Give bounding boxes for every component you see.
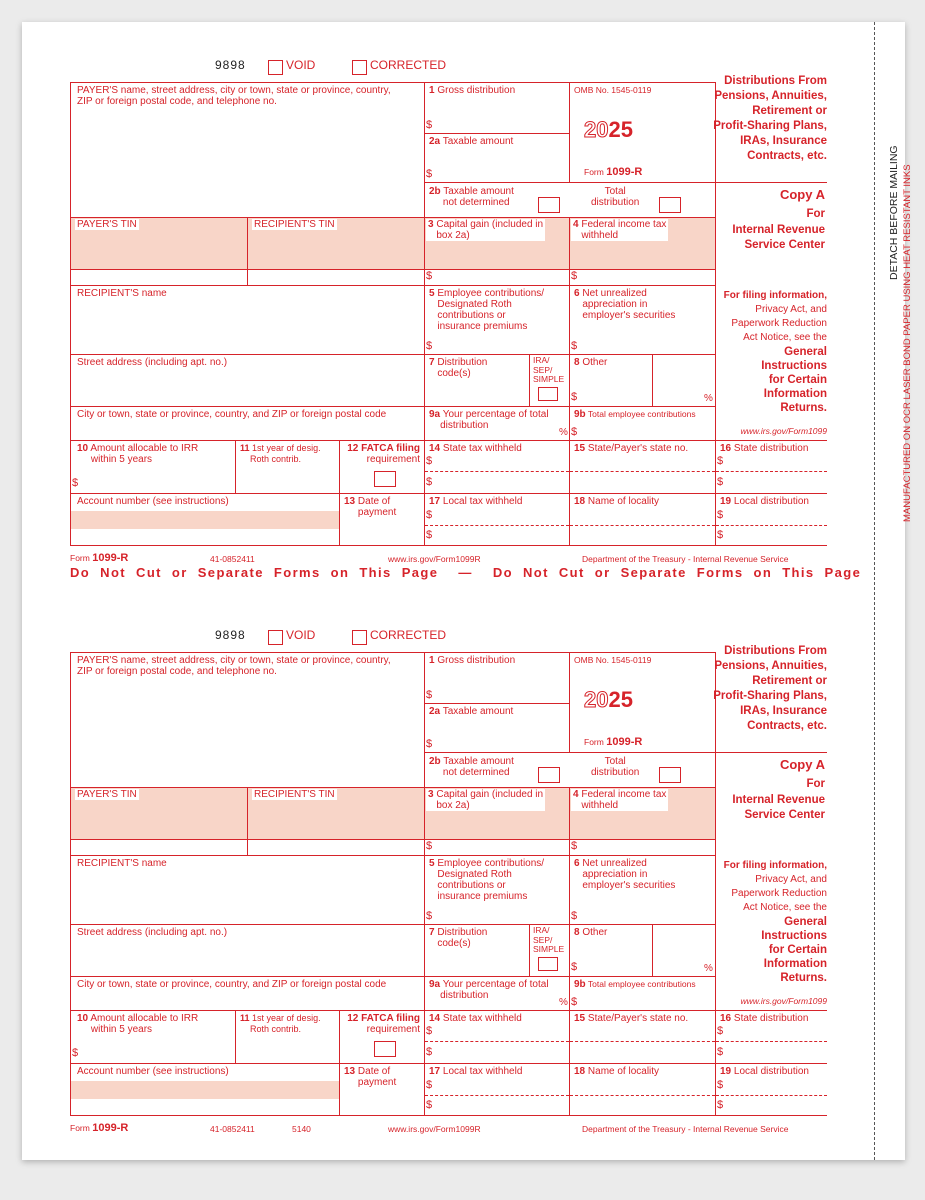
recipient-name-field[interactable] — [70, 855, 425, 925]
form-title: Distributions From Pensions, Annuities, Retirement or Profit-Sharing Plans, IRAs, Insurance Contracts, etc. — [713, 645, 827, 732]
footer-url: www.irs.gov/Form1099R — [388, 1124, 481, 1134]
box2a-label: Taxable amount — [442, 136, 514, 147]
form-code: 9898 — [215, 628, 246, 642]
irs-center-label: Internal Revenue Service Center — [732, 794, 825, 821]
box4-federal-tax-withheld[interactable]: 4 Federal income tax withheld $ — [569, 787, 716, 856]
fatca-checkbox[interactable] — [374, 1041, 396, 1057]
taxable-not-determined-checkbox[interactable] — [538, 767, 560, 783]
dollar-sign: $ — [717, 1099, 724, 1111]
recipient-tin-field[interactable] — [247, 787, 425, 856]
payer-info-field[interactable] — [70, 82, 425, 218]
dollar-sign: $ — [426, 119, 433, 131]
box13-date-of-payment[interactable]: 13 Date of payment — [339, 493, 425, 546]
percent-sign: % — [704, 393, 713, 404]
city-label: City or town, state or province, country, and ZIP or foreign postal code — [77, 979, 387, 990]
box1-label: Gross distribution — [437, 655, 516, 666]
dollar-sign: $ — [717, 1025, 724, 1037]
side-text-detach: DETACH BEFORE MAILING — [888, 145, 900, 280]
dollar-sign: $ — [571, 910, 578, 922]
footer-url: www.irs.gov/Form1099R — [388, 554, 481, 564]
box9b-total-employee-contributions[interactable]: 9b Total employee contributions $ — [569, 406, 716, 441]
box18-name-of-locality[interactable]: 18 Name of locality — [569, 1063, 716, 1116]
omb-year-block — [569, 652, 716, 753]
dollar-sign: $ — [426, 1099, 433, 1111]
footer-ein: 41-0852411 — [210, 1124, 255, 1134]
dollar-sign: $ — [717, 476, 724, 488]
box10-amount-allocable-irr[interactable]: 10 Amount allocable to IRR within 5 years $ — [70, 1010, 236, 1064]
filing-info-text: For filing information, Privacy Act, and Paperwork Reduction Act Notice, see the General Instructions for Certain Information Returns. — [723, 860, 827, 984]
box3-capital-gain[interactable]: 3 Capital gain (included in box 2a) $ — [424, 217, 570, 286]
dollar-sign: $ — [72, 1047, 79, 1059]
percent-sign: % — [559, 427, 568, 438]
box6-net-unrealized-appreciation[interactable]: 6 Net unrealized appreciation in employer's securities $ — [569, 855, 716, 925]
irs-url-small: www.irs.gov/Form1099 — [740, 996, 827, 1006]
total-distribution-label: Total distribution — [591, 186, 640, 208]
dollar-sign: $ — [426, 689, 433, 701]
dollar-sign: $ — [426, 455, 433, 467]
dollar-sign: $ — [717, 509, 724, 521]
percent-sign: % — [559, 997, 568, 1008]
box8-other[interactable]: 8 Other $ % — [569, 354, 716, 407]
void-checkbox[interactable] — [268, 60, 283, 75]
dollar-sign: $ — [426, 738, 433, 750]
dollar-sign: $ — [571, 340, 578, 352]
form-sheet — [22, 22, 913, 1160]
dollar-sign: $ — [571, 996, 578, 1008]
recipient-name-label: RECIPIENT'S name — [77, 858, 167, 869]
for-label: For — [806, 208, 825, 220]
omb-year-block — [569, 82, 716, 183]
dollar-sign: $ — [426, 1025, 433, 1037]
dollar-sign: $ — [717, 1079, 724, 1091]
account-number-field[interactable] — [70, 1063, 340, 1116]
dollar-sign: $ — [426, 168, 433, 180]
dollar-sign: $ — [717, 455, 724, 467]
box16-state-distribution[interactable]: 16 State distribution $ $ — [715, 1010, 827, 1064]
payer-tin-field[interactable] — [70, 217, 248, 286]
account-label: Account number (see instructions) — [77, 1066, 229, 1077]
corrected-checkbox[interactable] — [352, 630, 367, 645]
tax-year: 2025 — [584, 117, 633, 142]
box19-local-distribution[interactable]: 19 Local distribution $ $ — [715, 493, 827, 546]
void-label: VOID — [286, 628, 316, 642]
dollar-sign: $ — [426, 910, 433, 922]
irs-url-small: www.irs.gov/Form1099 — [740, 426, 827, 436]
dollar-sign: $ — [571, 961, 578, 973]
box6-net-unrealized-appreciation[interactable]: 6 Net unrealized appreciation in employer's securities $ — [569, 285, 716, 355]
filing-info-text: For filing information, Privacy Act, and Paperwork Reduction Act Notice, see the General Instructions for Certain Information Returns. — [723, 290, 827, 414]
box7-distribution-codes[interactable]: 7 Distribution code(s) IRA/ SEP/ SIMPLE — [424, 924, 570, 977]
payer-tin-label: PAYER'S TIN — [77, 789, 137, 800]
recipient-tin-field[interactable] — [247, 217, 425, 286]
ira-sep-simple-cell: IRA/ SEP/ SIMPLE — [529, 925, 570, 976]
dollar-sign: $ — [426, 509, 433, 521]
box1-label: Gross distribution — [437, 85, 516, 96]
box14-state-tax-withheld[interactable]: 14 State tax withheld $ $ — [424, 440, 570, 494]
dollar-sign: $ — [426, 270, 433, 282]
tax-year: 2025 — [584, 687, 633, 712]
form-1099r-bottom — [70, 622, 827, 1142]
box5-employee-contributions[interactable]: 5 Employee contributions/ Designated Roth contributions or insurance premiums $ — [424, 855, 570, 925]
box2a-taxable-amount[interactable]: 2a Taxable amount $ — [424, 703, 570, 753]
box1-gross-distribution[interactable]: 1 Gross distribution $ — [424, 652, 570, 704]
box13-date-of-payment[interactable]: 13 Date of payment — [339, 1063, 425, 1116]
footer-form-name: Form 1099-R — [70, 552, 129, 564]
dollar-sign: $ — [571, 426, 578, 438]
box16-state-distribution[interactable]: 16 State distribution $ $ — [715, 440, 827, 494]
payer-info-field[interactable] — [70, 652, 425, 788]
box7-distribution-codes[interactable]: 7 Distribution code(s) IRA/ SEP/ SIMPLE — [424, 354, 570, 407]
void-checkbox[interactable] — [268, 630, 283, 645]
void-label: VOID — [286, 58, 316, 72]
box2b-row: 2b Taxable amount not determined Total distribution — [424, 182, 716, 218]
account-number-field[interactable] — [70, 493, 340, 546]
total-distribution-label: Total distribution — [591, 756, 640, 778]
dollar-sign: $ — [426, 529, 433, 541]
recipient-tin-label: RECIPIENT'S TIN — [254, 219, 335, 230]
do-not-cut-notice: Do Not Cut or Separate Forms on This Page — Do Not Cut or Separate Forms on This Page — [70, 565, 862, 580]
dollar-sign: $ — [717, 529, 724, 541]
irs-center-label: Internal Revenue Service Center — [732, 224, 825, 251]
dollar-sign: $ — [426, 476, 433, 488]
box9a-percentage[interactable]: 9a Your percentage of total distribution % — [424, 976, 570, 1011]
box11-first-year-roth[interactable]: 11 1st year of desig. Roth contrib. — [235, 440, 340, 494]
box9a-percentage[interactable]: 9a Your percentage of total distribution % — [424, 406, 570, 441]
street-address-field[interactable] — [70, 924, 425, 977]
street-label: Street address (including apt. no.) — [77, 927, 228, 938]
corrected-checkbox[interactable] — [352, 60, 367, 75]
account-label: Account number (see instructions) — [77, 496, 229, 507]
box2a-taxable-amount[interactable]: 2a Taxable amount $ — [424, 133, 570, 183]
form-1099r-top — [70, 52, 827, 572]
dollar-sign: $ — [717, 1046, 724, 1058]
recipient-tin-label: RECIPIENT'S TIN — [254, 789, 335, 800]
box17-local-tax-withheld[interactable]: 17 Local tax withheld $ $ — [424, 493, 570, 546]
city-label: City or town, state or province, country, and ZIP or foreign postal code — [77, 409, 387, 420]
ira-sep-simple-checkbox[interactable] — [538, 957, 558, 971]
footer-cat-number: 5140 — [292, 1124, 311, 1134]
payer-tin-field[interactable] — [70, 787, 248, 856]
omb-number: OMB No. 1545-0119 — [574, 655, 652, 665]
footer-department: Department of the Treasury - Internal Revenue Service — [582, 1124, 789, 1134]
corrected-label: CORRECTED — [370, 628, 447, 642]
payer-label: PAYER'S name, street address, city or town, state or province, country, ZIP or foreign postal code, and telephone no. — [77, 85, 391, 107]
footer-department: Department of the Treasury - Internal Revenue Service — [582, 554, 789, 564]
box17-local-tax-withheld[interactable]: 17 Local tax withheld $ $ — [424, 1063, 570, 1116]
fatca-checkbox[interactable] — [374, 471, 396, 487]
copy-a-label: Copy A — [779, 757, 825, 772]
box5-employee-contributions[interactable]: 5 Employee contributions/ Designated Roth contributions or insurance premiums $ — [424, 285, 570, 355]
side-text-manufactured: MANUFACTURED ON OCR LASER BOND PAPER USING HEAT RESISTANT INKS — [902, 164, 913, 522]
street-address-field[interactable] — [70, 354, 425, 407]
city-field[interactable] — [70, 976, 425, 1011]
taxable-not-determined-checkbox[interactable] — [538, 197, 560, 213]
percent-sign: % — [704, 963, 713, 974]
box10-amount-allocable-irr[interactable]: 10 Amount allocable to IRR within 5 years $ — [70, 440, 236, 494]
copy-a-label: Copy A — [779, 187, 825, 202]
city-field[interactable] — [70, 406, 425, 441]
form-code: 9898 — [215, 58, 246, 72]
box8-other[interactable]: 8 Other $ % — [569, 924, 716, 977]
street-label: Street address (including apt. no.) — [77, 357, 228, 368]
box11-first-year-roth[interactable]: 11 1st year of desig. Roth contrib. — [235, 1010, 340, 1064]
form-name: Form 1099-R — [584, 166, 643, 178]
perforation-line — [874, 22, 875, 1160]
footer-ein: 41-0852411 — [210, 554, 255, 564]
dollar-sign: $ — [571, 391, 578, 403]
payer-label: PAYER'S name, street address, city or town, state or province, country, ZIP or foreign postal code, and telephone no. — [77, 655, 391, 677]
dollar-sign: $ — [426, 1079, 433, 1091]
ira-sep-simple-cell: IRA/ SEP/ SIMPLE — [529, 355, 570, 406]
corrected-label: CORRECTED — [370, 58, 447, 72]
copy-a-block — [715, 752, 827, 848]
box12-fatca: 12 FATCA filing requirement — [339, 1010, 425, 1064]
dollar-sign: $ — [426, 840, 433, 852]
box2b-row: 2b Taxable amount not determined Total distribution — [424, 752, 716, 788]
copy-a-block — [715, 182, 827, 278]
box18-name-of-locality[interactable]: 18 Name of locality — [569, 493, 716, 546]
box15-state-payer-number[interactable]: 15 State/Payer's state no. — [569, 1010, 716, 1064]
form-title: Distributions From Pensions, Annuities, Retirement or Profit-Sharing Plans, IRAs, Insurance Contracts, etc. — [713, 75, 827, 162]
recipient-name-label: RECIPIENT'S name — [77, 288, 167, 299]
box4-federal-tax-withheld[interactable]: 4 Federal income tax withheld $ — [569, 217, 716, 286]
box19-local-distribution[interactable]: 19 Local distribution $ $ — [715, 1063, 827, 1116]
dollar-sign: $ — [72, 477, 79, 489]
box2a-label: Taxable amount — [442, 706, 514, 717]
form-name: Form 1099-R — [584, 736, 643, 748]
box12-fatca: 12 FATCA filing requirement — [339, 440, 425, 494]
omb-number: OMB No. 1545-0119 — [574, 85, 652, 95]
dollar-sign: $ — [571, 840, 578, 852]
box1-gross-distribution[interactable]: 1 Gross distribution $ — [424, 82, 570, 134]
box9b-total-employee-contributions[interactable]: 9b Total employee contributions $ — [569, 976, 716, 1011]
box3-capital-gain[interactable]: 3 Capital gain (included in box 2a) $ — [424, 787, 570, 856]
dollar-sign: $ — [426, 1046, 433, 1058]
dollar-sign: $ — [426, 340, 433, 352]
box14-state-tax-withheld[interactable]: 14 State tax withheld $ $ — [424, 1010, 570, 1064]
dollar-sign: $ — [571, 270, 578, 282]
payer-tin-label: PAYER'S TIN — [77, 219, 137, 230]
total-distribution-checkbox[interactable] — [659, 197, 681, 213]
ira-sep-simple-checkbox[interactable] — [538, 387, 558, 401]
for-label: For — [806, 778, 825, 790]
recipient-name-field[interactable] — [70, 285, 425, 355]
footer-form-name: Form 1099-R — [70, 1122, 129, 1134]
box15-state-payer-number[interactable]: 15 State/Payer's state no. — [569, 440, 716, 494]
total-distribution-checkbox[interactable] — [659, 767, 681, 783]
